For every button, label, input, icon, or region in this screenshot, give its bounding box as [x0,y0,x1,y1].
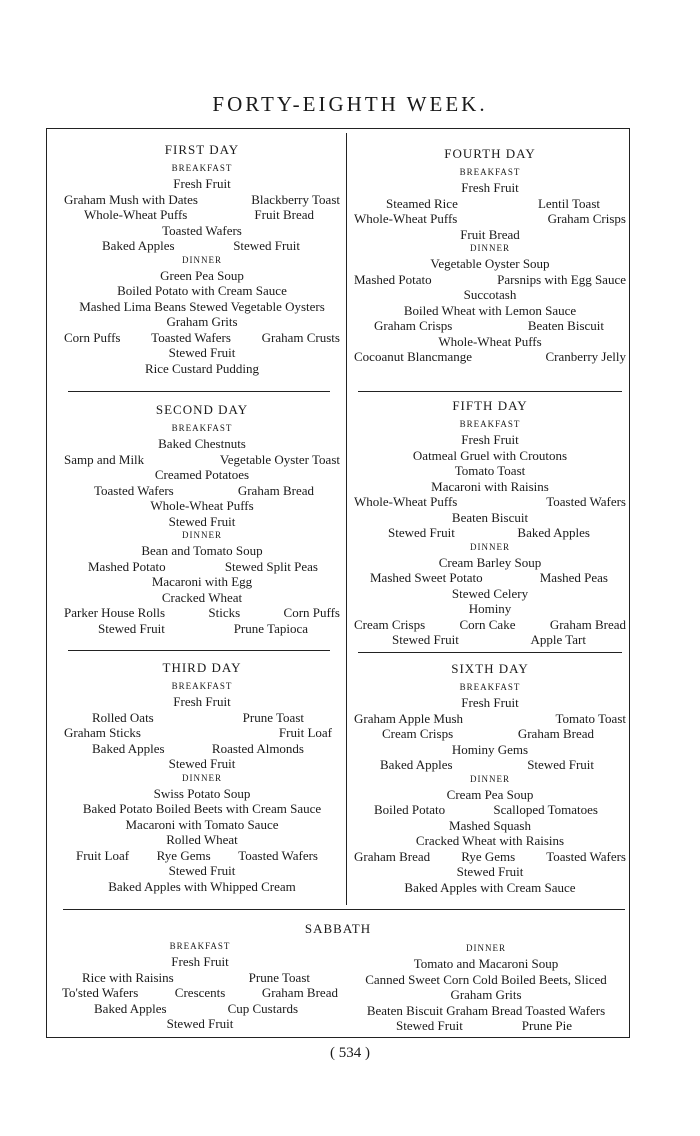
menu-item: Baked Apples with Whipped Cream [108,878,296,894]
menu-item: Macaroni with Raisins [431,478,549,494]
menu-item: Apple Tart [530,632,586,647]
menu-line [352,272,628,288]
dinner-label: DINNER [182,254,222,265]
menu-item: Baked Chestnuts [158,436,246,451]
menu-line [62,192,342,208]
menu-item: Graham Bread [354,848,431,864]
menu-item: Cream Barley Soup [438,554,542,570]
menu-item: Fresh Fruit [173,176,231,191]
menu-item: Steamed Rice [386,195,458,211]
menu-item: Whole-Wheat Puffs [354,494,458,509]
menu-item: Rice with Raisins [82,969,174,985]
menu-item: Boiled Potato with Cream Sauce [117,283,287,298]
menu-item: Prune Toast [248,969,310,985]
menu-line [352,349,628,365]
menu-item: Cranberry Jelly [545,349,626,364]
menu-item: Stewed Fruit [166,1016,234,1031]
menu-item: Rolled Oats [92,709,154,725]
second-day-title: SECOND DAY [155,402,249,417]
menu-item: Graham Grits [166,314,238,329]
menu-item: Hominy Gems [451,741,529,757]
menu-item: Rice Custard Pudding [144,360,260,376]
menu-item: Toasted Wafers [94,482,174,498]
menu-item: Graham Crisps [374,318,453,333]
menu-item: Whole-Wheat Puffs [354,211,458,226]
menu-item: Graham Bread [237,482,314,498]
divider-second-third [68,650,330,651]
second-day-section [62,402,342,636]
dinner-label: DINNER [470,773,510,784]
menu-item: Tomato and Macaroni Soup [413,956,559,971]
menu-line [352,617,628,633]
page-number: ( 534 ) [330,1045,370,1061]
menu-item: Toasted Wafers [546,848,626,864]
menu-item: Beaten Biscuit [527,318,604,333]
menu-line [62,483,342,499]
menu-item: To'sted Wafers [62,985,139,1000]
menu-item: Mashed Peas [539,570,608,585]
menu-item: Parsnips with Egg Sauce [497,271,626,287]
menu-item: Stewed Fruit [396,1018,463,1033]
dinner-label: DINNER [182,530,222,540]
menu-line [62,741,342,757]
first-day-section [62,142,342,376]
menu-item: Graham Bread [261,985,338,1000]
menu-item: Boiled Wheat with Lemon Sauce [403,302,577,318]
sixth-day-title: SIXTH DAY [451,661,529,676]
menu-line [62,559,342,575]
menu-item: Toasted Wafers [546,494,626,509]
divider-fourth-fifth [358,391,622,392]
menu-item: Stewed Fruit [98,620,165,636]
menu-item: Whole-Wheat Puffs [150,498,254,513]
menu-item: Crescents [174,985,226,1000]
menu-item: Stewed Fruit [168,756,236,771]
menu-item: Samp and Milk [64,451,145,467]
breakfast-label: BREAKFAST [171,163,233,173]
first-day-title: FIRST DAY [164,142,240,157]
sabbath-breakfast [60,940,340,1032]
menu-line [352,570,628,586]
breakfast-label: BREAKFAST [459,682,521,692]
menu-item: Rye Gems [156,847,211,863]
menu-item: Fresh Fruit [461,432,519,447]
menu-item: Prune Pie [521,1018,572,1033]
menu-item: Graham Grits [450,987,522,1002]
dinner-label: DINNER [182,772,222,783]
menu-item: Corn Puffs [64,329,121,345]
menu-line [60,985,340,1001]
menu-line [62,452,342,468]
menu-item: Corn Puffs [283,605,340,620]
menu-line [352,632,628,648]
menu-item: Succotash [463,287,517,302]
divider-first-second [68,391,330,392]
breakfast-label: BREAKFAST [459,419,521,429]
fifth-day-section [352,398,628,648]
menu-item: Boiled Potato [374,802,446,817]
menu-item: Green Pea Soup [160,267,244,283]
menu-item: Fruit Bread [254,207,314,222]
breakfast-label: BREAKFAST [169,941,231,951]
menu-item: Roasted Almonds [211,740,304,756]
menu-item: Beaten Biscuit Graham Bread Toasted Wafers [366,1002,606,1018]
menu-line [62,238,342,254]
menu-item: Graham Bread [549,616,626,632]
menu-item: Stewed Fruit [168,863,236,878]
menu-item: Fresh Fruit [171,954,229,969]
menu-item: Baked Apples with Cream Sauce [404,879,576,895]
menu-item: Canned Sweet Corn Cold Boiled Beets, Sliced [365,971,607,987]
menu-item: Mashed Lima Beans Stewed Vegetable Oysters [79,298,325,314]
menu-line [60,970,340,986]
menu-line [62,605,342,621]
menu-item: Prune Tapioca [233,620,308,636]
menu-item: Graham Crusts [261,329,340,345]
menu-line [352,211,628,227]
menu-item: Toasted Wafers [162,222,242,238]
breakfast-label: BREAKFAST [171,681,233,691]
menu-item: Scalloped Tomatoes [493,802,598,817]
menu-item: Stewed Fruit [168,513,236,529]
menu-line [352,711,628,727]
menu-line [348,1018,624,1034]
menu-item: Hominy [468,601,512,616]
dinner-label: DINNER [466,943,506,953]
menu-item: Macaroni with Egg [151,574,253,589]
menu-item: Baked Potato Boiled Beets with Cream Sauce [82,801,322,816]
menu-item: Cream Pea Soup [446,786,534,802]
menu-item: Vegetable Oyster Toast [219,451,340,467]
menu-line [352,757,628,773]
third-day-section [62,660,342,894]
menu-item: Whole-Wheat Puffs [438,333,542,349]
menu-item: Toasted Wafers [151,329,231,345]
dinner-label: DINNER [470,243,510,253]
menu-item: Sticks [208,605,241,620]
menu-item: Baked Apples [94,1000,167,1016]
menu-item: Bean and Tomato Soup [141,543,263,558]
menu-line [352,318,628,334]
menu-item: Prune Toast [242,709,304,725]
breakfast-label: BREAKFAST [171,423,233,433]
menu-line [352,494,628,510]
menu-line [352,726,628,742]
menu-item: Baked Apples [380,757,453,772]
sabbath-title: SABBATH [304,921,372,936]
menu-item: Baked Apples [102,238,175,253]
menu-item: Tomato Toast [454,463,526,478]
menu-item: Fresh Fruit [461,180,519,195]
menu-item: Cocoanut Blancmange [354,349,473,364]
menu-item: Blackberry Toast [251,191,340,207]
menu-line [352,849,628,865]
menu-line [62,725,342,741]
menu-item: Mashed Sweet Potato [370,570,483,585]
menu-item: Creamed Potatoes [154,467,250,482]
fourth-day-title: FOURTH DAY [444,146,536,161]
menu-item: Cream Crisps [382,726,454,741]
menu-item: Stewed Fruit [233,238,300,253]
menu-line [62,710,342,726]
menu-item: Rye Gems [461,848,516,864]
menu-item: Baked Apples [517,525,590,540]
menu-item: Stewed Fruit [456,864,524,879]
menu-line [62,848,342,864]
menu-line [352,525,628,541]
menu-item: Beaten Biscuit [451,509,529,525]
menu-item: Graham Mush with Dates [64,191,198,207]
menu-item: Corn Cake [459,616,516,632]
menu-item: Cracked Wheat [161,589,243,605]
menu-item: Mashed Squash [449,817,531,833]
menu-item: Graham Sticks [64,725,141,740]
menu-line [62,621,342,637]
menu-item: Lentil Toast [537,195,600,211]
menu-item: Swiss Potato Soup [153,785,251,801]
fourth-day-section [352,146,628,365]
menu-line [60,1001,340,1017]
menu-line [62,330,342,346]
menu-line [62,207,342,223]
menu-item: Cream Crisps [354,616,426,632]
menu-line [352,802,628,818]
divider-fifth-sixth [358,652,622,653]
menu-item: Cracked Wheat with Raisins [415,833,565,848]
menu-item: Vegetable Oyster Soup [430,256,550,271]
fifth-day-title: FIFTH DAY [452,398,528,413]
dinner-label: DINNER [470,541,510,552]
menu-item: Fresh Fruit [461,695,519,710]
menu-item: Fruit Loaf [278,725,332,740]
menu-item: Cup Custards [227,1000,298,1016]
divider-sabbath [63,909,625,910]
menu-item: Rolled Wheat [166,832,238,847]
menu-item: Macaroni with Tomato Sauce [125,816,279,832]
menu-item: Fruit Bread [460,226,520,242]
menu-item: Mashed Potato [354,271,432,287]
menu-line [352,196,628,212]
sixth-day-section [352,661,628,895]
breakfast-label: BREAKFAST [459,167,521,177]
column-divider [346,133,347,905]
menu-item: Toasted Wafers [238,847,318,863]
sabbath-dinner [348,942,624,1034]
menu-item: Stewed Fruit [392,632,459,647]
menu-item: Baked Apples [92,740,165,756]
menu-item: Stewed Fruit [527,757,594,772]
third-day-title: THIRD DAY [162,660,242,675]
menu-item: Whole-Wheat Puffs [84,207,188,222]
menu-item: Stewed Fruit [168,345,236,360]
menu-item: Tomato Toast [555,710,626,726]
menu-item: Graham Crisps [547,211,626,226]
menu-item: Stewed Fruit [388,525,455,540]
menu-item: Oatmeal Gruel with Croutons [412,447,568,463]
menu-item: Graham Apple Mush [354,710,464,726]
menu-item: Mashed Potato [88,558,166,574]
menu-item: Graham Bread [517,726,594,741]
menu-item: Stewed Celery [451,585,529,601]
page-title: FORTY-EIGHTH WEEK. [212,92,488,116]
menu-item: Parker House Rolls [64,605,166,620]
menu-item: Stewed Split Peas [224,558,318,574]
menu-item: Fruit Loaf [76,847,130,863]
menu-item: Fresh Fruit [173,694,231,709]
